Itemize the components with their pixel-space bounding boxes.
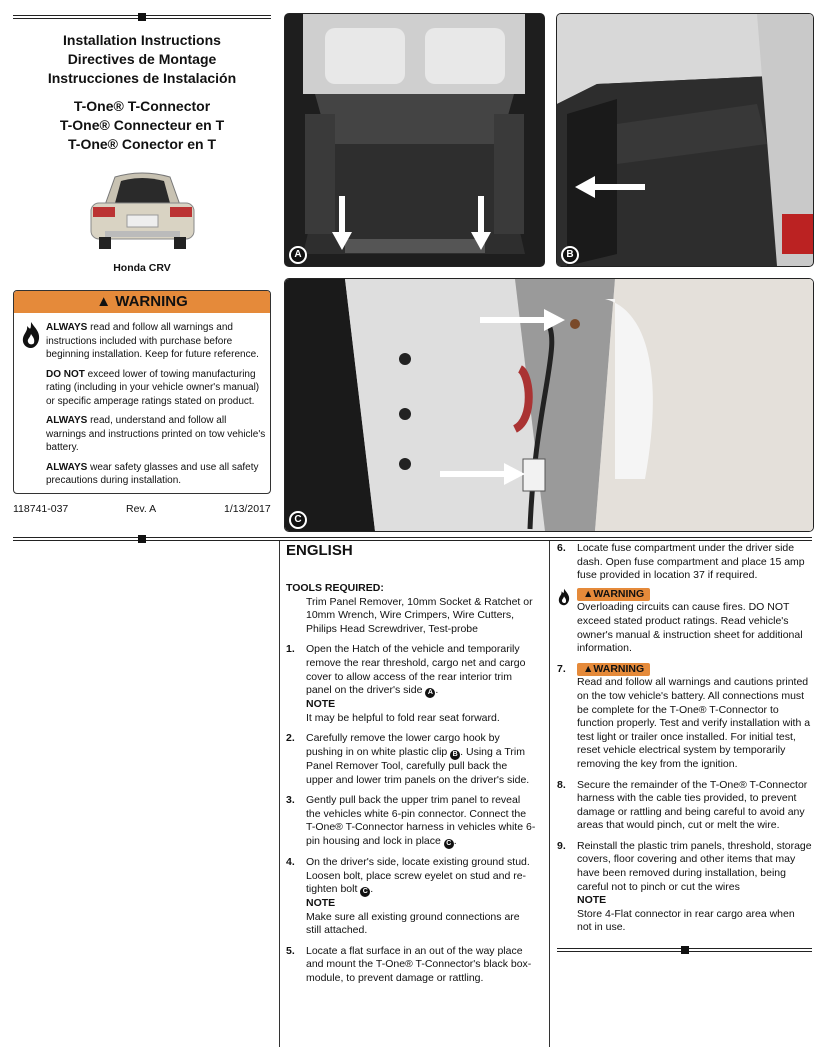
note-label: NOTE bbox=[306, 698, 336, 711]
arrow-left-icon bbox=[575, 176, 645, 198]
product-name-french: T-One® Connecteur en T bbox=[59, 117, 225, 133]
note-1: It may be helpful to fold rear seat forward. bbox=[306, 711, 500, 724]
arrow-down-left-icon bbox=[332, 196, 352, 251]
revision: Rev. A bbox=[126, 503, 157, 515]
warning-tag: ▲WARNING bbox=[577, 588, 650, 601]
note-label: NOTE bbox=[577, 894, 607, 907]
warning-6-text: Overloading circuits can cause fires. DO NOT exceed stated product ratings. Read vehicle's owner's manual & instruction sheet for additional information. bbox=[577, 601, 803, 655]
part-number: 118741-037 bbox=[13, 503, 69, 515]
product-name-spanish: T-One® Conector en T bbox=[68, 136, 216, 152]
photo-b-trim-panel bbox=[556, 13, 814, 267]
step-5: 5. Locate a flat surface in an out of the way place and mount the T-One® T-Connector's black box-module, to prevent damage or rattling. bbox=[286, 944, 532, 985]
step-9: 9. Reinstall the plastic trim panels, threshold, storage covers, floor covering and other items that may have been removed during installation, being careful not to pinch or cut the wires NOTE Store 4-Flat connector in rear cargo area when not in use. bbox=[557, 839, 812, 934]
step-8: 8. Secure the remainder of the T-One® T-Connector harness with the cable ties provided, to prevent damage or rattling and being careful to avoid any areas that would pinch, cut or melt the wire. bbox=[557, 778, 808, 832]
photo-c-connector bbox=[284, 278, 814, 532]
step-4: 4. On the driver's side, locate existing ground stud. Loosen bolt, place screw eyelet on stud and re-tighten bolt C . NOTE Make sure all existing ground connections are still attached. bbox=[286, 856, 536, 938]
warning-box bbox=[13, 290, 271, 494]
note-label: NOTE bbox=[306, 897, 336, 910]
warning-triangle-icon: ▲ bbox=[583, 662, 594, 675]
step-7: 7. ▲WARNING Read and follow all warnings and cautions printed on the tow vehicle's battery. All connections must be complete for the T-One® T-Connector to function properly. Test and verify installation with a test light or trailer once installed. For initial test, reset vehicle electrical system by temporarily removing the key from the ignition. bbox=[557, 662, 811, 770]
warning-header bbox=[14, 291, 270, 313]
photo-a-label: A bbox=[289, 246, 307, 264]
step-1: 1. Open the Hatch of the vehicle and temporarily remove the rear threshold, cargo net and cargo cover to allow access of the rear interior trim panel on the driver's side A . NOTE It may be helpful to fold rear seat forward. bbox=[286, 643, 536, 725]
warning-item-2: DO NOT exceed lower of towing manufacturing rating (including in your vehicle owner's manual) or specific amperage ratings stated on product. bbox=[46, 368, 260, 407]
warning-6 bbox=[557, 588, 812, 656]
vehicle-caption: Honda CRV bbox=[113, 262, 171, 274]
tools-label: TOOLS REQUIRED: bbox=[286, 582, 384, 594]
warning-title: WARNING bbox=[115, 293, 188, 310]
photo-a-cargo-area bbox=[284, 13, 545, 267]
photo-c-label: C bbox=[289, 511, 307, 529]
arrow-right-lower-icon bbox=[440, 463, 525, 485]
english-column-1 bbox=[286, 542, 536, 993]
warning-item-1: ALWAYS read and follow all warnings and instructions included with purchase before beginning installation. Keep for future reference. bbox=[46, 322, 259, 360]
warning-item-3: ALWAYS read, understand and follow all warnings and instructions printed on tow vehicle's battery. bbox=[46, 415, 266, 453]
step-6: 6. Locate fuse compartment under the driver side dash. Open fuse compartment and place 15 amp fuse provided in location 37 if required. bbox=[557, 542, 805, 582]
product-name-english: T-One® T-Connector bbox=[73, 98, 211, 114]
ref-c-icon: C bbox=[444, 839, 454, 849]
title-english: Installation Instructions bbox=[63, 32, 221, 48]
photo-b-label: B bbox=[561, 246, 579, 264]
note-4: Make sure all existing ground connections are still attached. bbox=[306, 910, 520, 937]
ref-c-icon: C bbox=[360, 887, 370, 897]
warning-triangle-icon: ▲ bbox=[96, 293, 112, 310]
fire-hazard-icon bbox=[557, 588, 571, 606]
fire-hazard-icon bbox=[20, 321, 42, 354]
step-2: 2. Carefully remove the lower cargo hook by pushing in on white plastic clip B . Using a Trim Panel Remover Tool, carefully pull back the upper and lower trim panels on the driver's side. bbox=[286, 732, 530, 786]
note-9: Store 4-Flat connector in rear cargo area when not in use. bbox=[577, 907, 795, 934]
date: 1/13/2017 bbox=[224, 503, 271, 515]
ref-b-icon: B bbox=[450, 750, 460, 760]
vehicle-image bbox=[85, 165, 200, 255]
arrow-right-upper-icon bbox=[480, 309, 565, 331]
tools-list: Trim Panel Remover, 10mm Socket & Ratchet or 10mm Wrench, Wire Crimpers, Wire Cutters, Philips Head Screwdriver, Test-probe bbox=[306, 595, 533, 635]
ref-a-icon: A bbox=[425, 688, 435, 698]
step-3: 3. Gently pull back the upper trim panel to reveal the vehicles white 6-pin connector. Connect the T-One® T-Connector harness in vehicles white 6-pin housing and lock in place C . bbox=[286, 794, 536, 847]
warning-tag: ▲WARNING bbox=[577, 663, 650, 676]
english-heading: ENGLISH bbox=[286, 542, 353, 559]
warning-item-4: ALWAYS wear safety glasses and use all safety precautions during installation. bbox=[46, 461, 259, 486]
title-french: Directives de Montage bbox=[67, 51, 217, 67]
warning-triangle-icon: ▲ bbox=[583, 587, 594, 600]
arrow-down-right-icon bbox=[471, 196, 491, 251]
english-column-2 bbox=[557, 542, 812, 942]
title-spanish: Instrucciones de Instalación bbox=[47, 70, 237, 86]
